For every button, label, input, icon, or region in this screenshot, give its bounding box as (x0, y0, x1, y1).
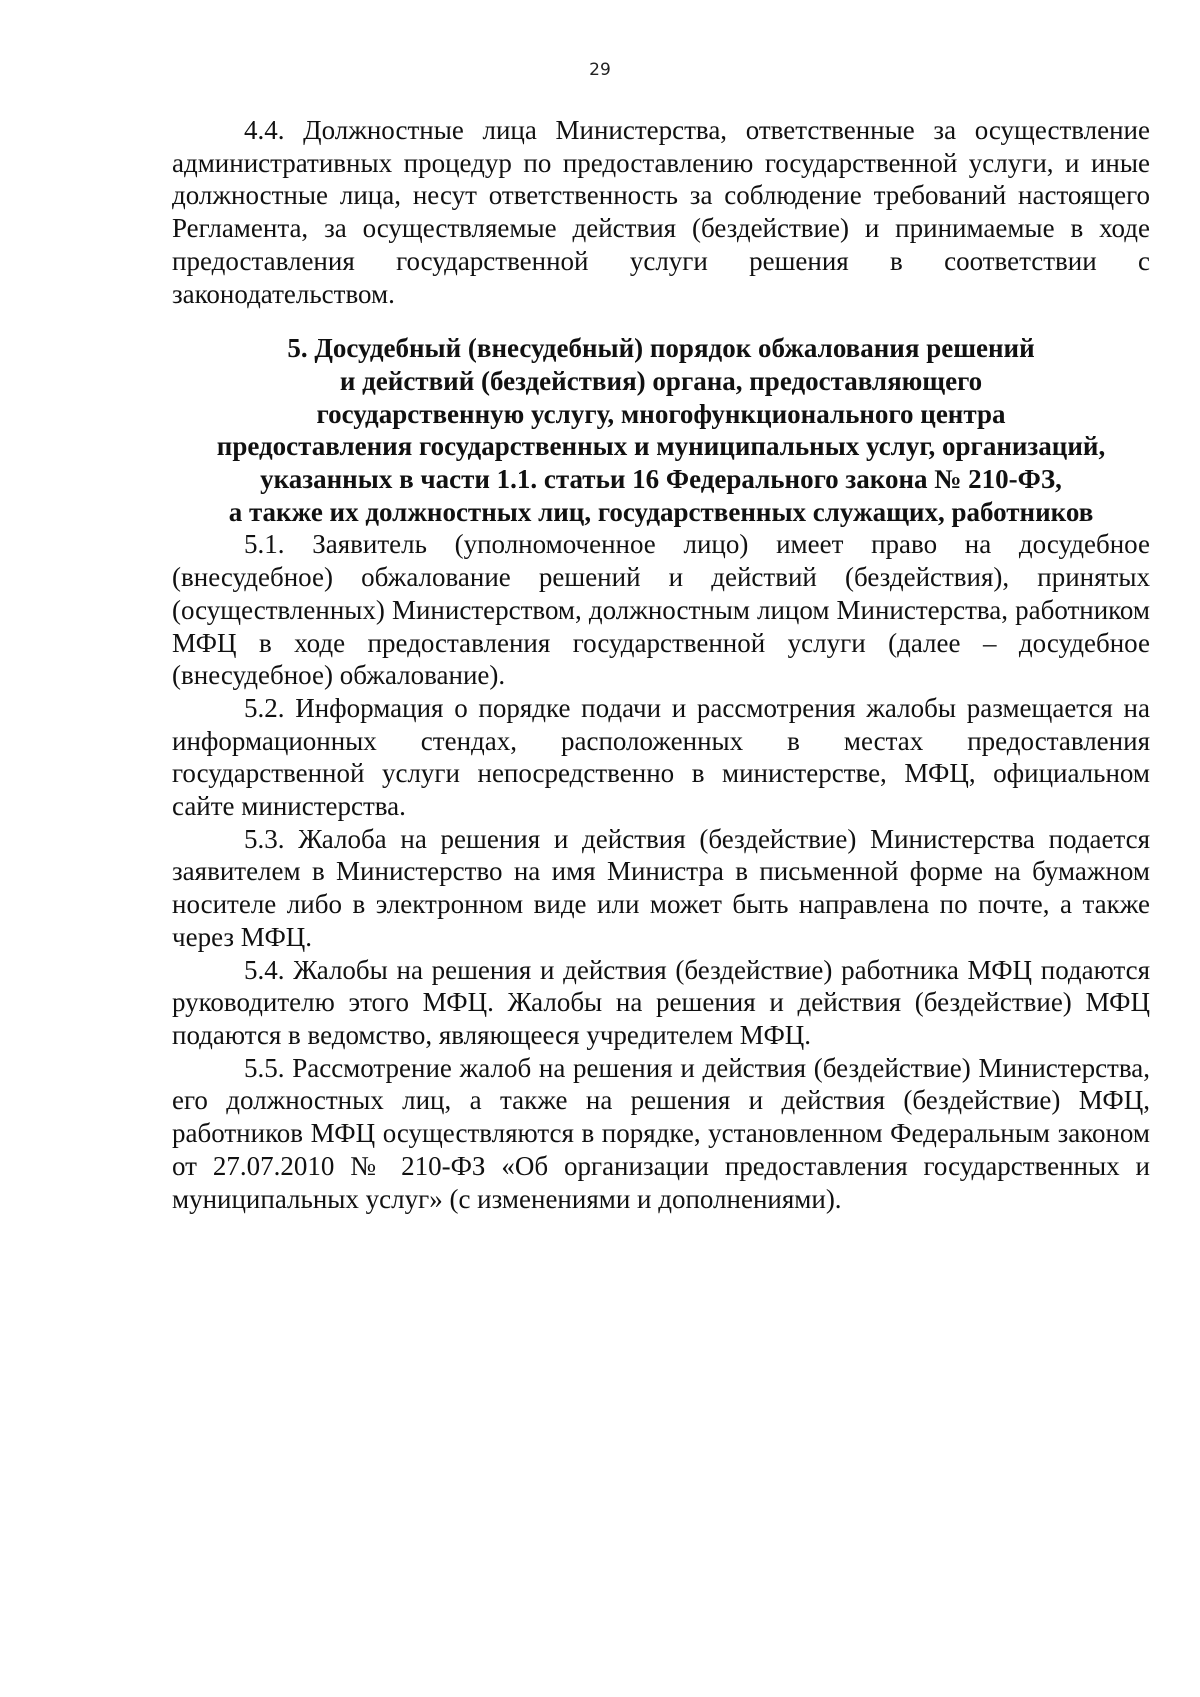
page-number: 29 (589, 60, 611, 80)
section-5-heading (172, 332, 1150, 528)
paragraph-5-3: 5.3. Жалоба на решения и действия (бездействие) Министерства подается заявителем в Министерство на имя Министра в письменной форме на бумажном носителе либо в электронном виде или может быть направлена по почте, а также через МФЦ. (172, 823, 1150, 952)
section-heading-line: предоставления государственных и муниципальных услуг, организаций, (216, 431, 1106, 462)
section-heading-line: а также их должностных лиц, государственных служащих, работников (228, 496, 1094, 527)
paragraph-5-5: 5.5. Рассмотрение жалоб на решения и действия (бездействие) Министерства, его должностных лиц, а также на решения и действия (бездействие) МФЦ, работников МФЦ осуществляются в порядке, установленном Федеральным законом от 27.07.2010 № 210-ФЗ «Об организации предоставления государственных и муниципальных услуг» (с изменениями и дополнениями). (172, 1052, 1150, 1214)
section-heading-line: 5. Досудебный (внесудебный) порядок обжалования решений (287, 333, 1035, 364)
paragraph-5-4: 5.4. Жалобы на решения и действия (бездействие) работника МФЦ подаются руководителю этого МФЦ. Жалобы на решения и действия (бездействие) МФЦ подаются в ведомство, являющееся учредителем МФЦ. (172, 954, 1150, 1050)
page-content (172, 114, 1150, 1215)
section-heading-line: указанных в части 1.1. статьи 16 Федерального закона № 210-ФЗ, (260, 464, 1062, 495)
section-heading-line: и действий (бездействия) органа, предоставляющего (339, 365, 983, 396)
section-heading-line: государственную услугу, многофункционального центра (316, 398, 1006, 429)
paragraph-4-4: 4.4. Должностные лица Министерства, ответственные за осуществление административных процедур по предоставлению государственной услуги, и иные должностные лица, несут ответственность за соблюдение требований настоящего Регламента, за осуществляемые действия (бездействие) и принимаемые в ходе предоставления государственной услуги решения в соответствии с законодательством. (172, 115, 1150, 309)
paragraph-5-1: 5.1. Заявитель (уполномоченное лицо) имеет право на досудебное (внесудебное) обжалование решений и действий (бездействия), принятых (осуществленных) Министерством, должностным лицом Министерства, работником МФЦ в ходе предоставления государственной услуги (далее – досудебное (внесудебное) обжалование). (172, 529, 1150, 691)
paragraph-5-2: 5.2. Информация о порядке подачи и рассмотрения жалобы размещается на информационных стендах, расположенных в местах предоставления государственной услуги непосредственно в министерстве, МФЦ, официальном сайте министерства. (172, 692, 1150, 822)
